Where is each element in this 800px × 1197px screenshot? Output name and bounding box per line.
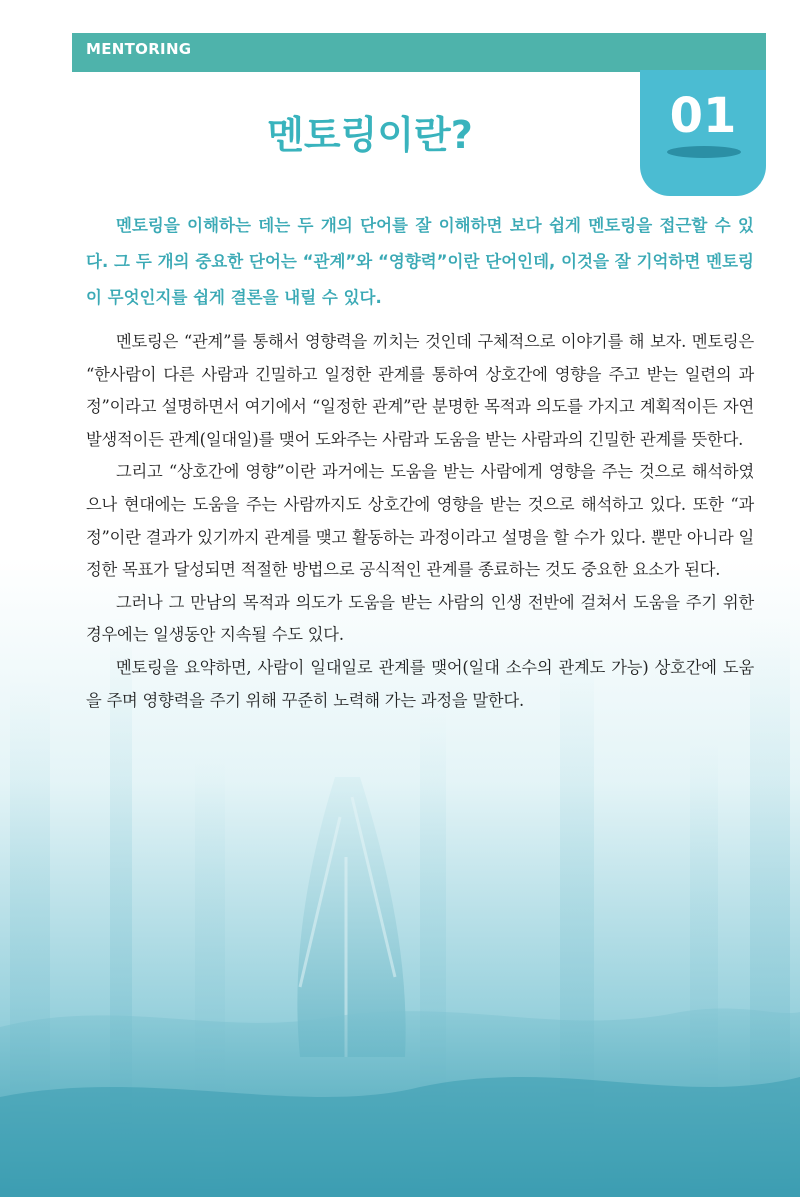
- intro-paragraph: 멘토링을 이해하는 데는 두 개의 단어를 잘 이해하면 보다 쉽게 멘토링을 접근할 수 있다. 그 두 개의 중요한 단어는 “관계”와 “영향력”이란 단어인데, 이것을 잘 기억하면 멘토링이 무엇인지를 쉽게 결론을 내릴 수 있다.: [86, 216, 754, 307]
- page-title: 멘토링이란?: [267, 113, 473, 157]
- chapter-number: 01: [669, 88, 737, 144]
- body-paragraph: 멘토링은 “관계”를 통해서 영향력을 끼치는 것인데 구체적으로 이야기를 해 보자. 멘토링은 “한사람이 다른 사람과 긴밀하고 일정한 관계를 통하여 상호간에 영향을 주고 받는 일련의 과정”이라고 설명하면서 여기에서 “일정한 관계”란 분명한 목적과 의도를 가지고 계획적이든 자연발생적이든 관계(일대일)를 맺어 도와주는 사람과 도움을 받는 사람과의 긴밀한 관계를 뜻한다.: [86, 332, 754, 449]
- body-paragraph: 그리고 “상호간에 영향”이란 과거에는 도움을 받는 사람에게 영향을 주는 것으로 해석하였으나 현대에는 도움을 주는 사람까지도 상호간에 영향을 받는 것으로 해석하고 있다. 또한 “과정”이란 결과가 있기까지 관계를 맺고 활동하는 과정이라고 설명을 할 수가 있다. 뿐만 아니라 일정한 목표가 달성되면 적절한 방법으로 공식적인 관계를 종료하는 것도 중요한 요소가 된다.: [86, 462, 754, 580]
- chapter-number-shadow: [667, 146, 741, 158]
- body-text: [86, 326, 754, 717]
- body-paragraph: 그러나 그 만남의 목적과 의도가 도움을 받는 사람의 인생 전반에 걸쳐서 도움을 주기 위한 경우에는 일생동안 지속될 수도 있다.: [86, 592, 754, 645]
- section-label: MENTORING: [86, 40, 192, 58]
- header-rule: [72, 70, 640, 72]
- body-paragraph: 멘토링을 요약하면, 사람이 일대일로 관계를 맺어(일대 소수의 관계도 가능) 상호간에 도움을 주며 영향력을 주기 위해 꾸준히 노력해 가는 과정을 말한다.: [86, 657, 754, 710]
